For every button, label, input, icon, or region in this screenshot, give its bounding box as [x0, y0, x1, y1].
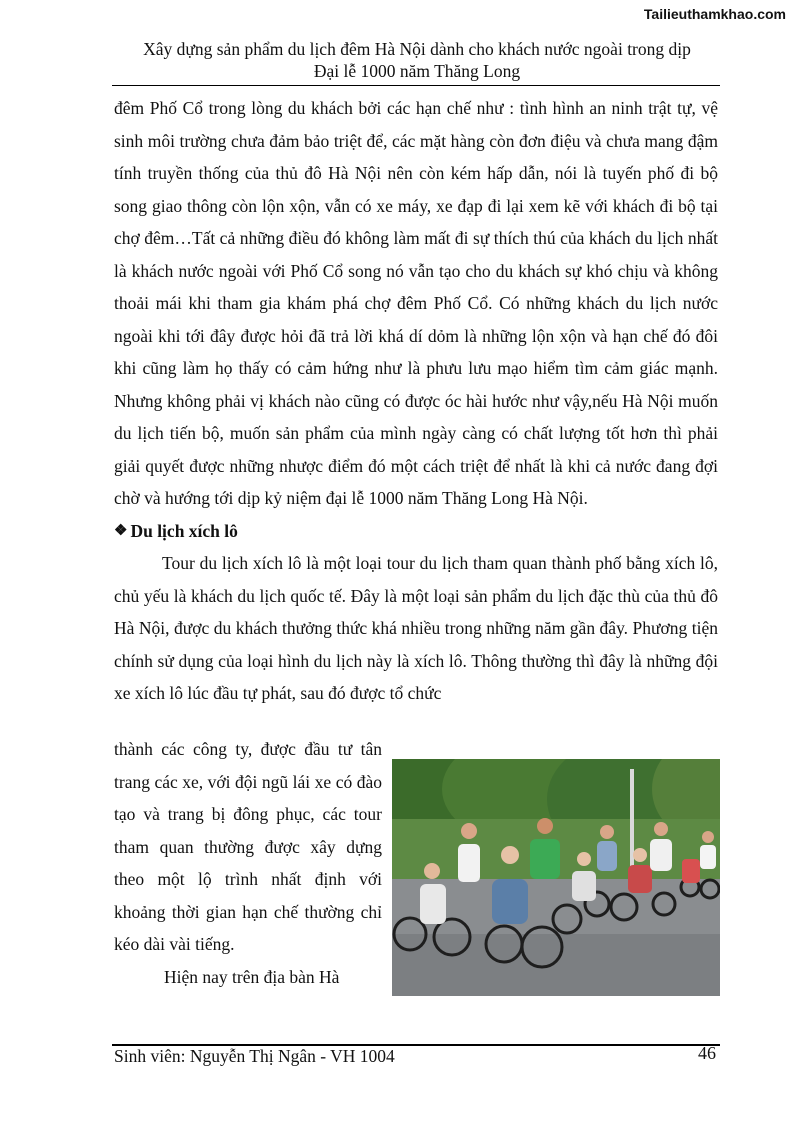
header-line-1: Xây dựng sản phẩm du lịch đêm Hà Nội dành cho khách nước ngoài trong dịp: [143, 39, 691, 59]
header-rule: [112, 85, 720, 86]
footer-student: Sinh viên: Nguyễn Thị Ngân - VH 1004: [114, 1046, 395, 1066]
header-line-2: Đại lễ 1000 năm Thăng Long: [313, 61, 521, 81]
watermark: Tailieuthamkhao.com: [643, 6, 786, 22]
wrapped-text-column: [114, 733, 382, 993]
page-header: [112, 38, 722, 82]
paragraph-3: Hiện nay trên địa bàn Hà: [164, 966, 340, 987]
diamond-bullet-icon: ❖: [114, 522, 128, 539]
section-heading: [114, 515, 718, 548]
section-heading-text: Du lịch xích lô: [130, 520, 238, 541]
paragraph-2-continued: thành các công ty, được đầu tư tân trang các xe, với đội ngũ lái xe có đào tạo và trang bị đông phục, các tour tham quan thường được xây dựng theo một lộ trình nhất định với khoảng thời gian hạn chế thường chỉ kéo dài vài tiếng.: [114, 739, 382, 954]
main-text: [114, 92, 718, 710]
cyclo-tour-photo: [392, 759, 720, 996]
page-number: 46: [698, 1043, 716, 1063]
paragraph-2: Tour du lịch xích lô là một loại tour du lịch tham quan thành phố bằng xích lô, chủ yếu là khách du lịch quốc tế. Đây là một loại sản phẩm du lịch đặc thù của thủ đô Hà Nội, được du khách thưởng thức khá nhiều trong những năm gần đây. Phương tiện chính sử dụng của loại hình du lịch này là xích lô. Thông thường thì đây là những đội xe xích lô lúc đầu tự phát, sau đó được tổ chức: [114, 553, 718, 703]
paragraph-1: đêm Phố Cổ trong lòng du khách bởi các hạn chế như : tình hình an ninh trật tự, vệ sinh môi trường chưa đảm bảo triệt để, các mặt hàng còn đơn điệu và chưa mang đậm tính truyền thống của thủ đô Hà Nội nên còn kém hấp dẫn, nói là tuyến phố đi bộ song giao thông còn lộn xộn, vẫn có xe máy, xe đạp đi lại xem kẽ với khách đi bộ tại chợ đêm…Tất cả những điều đó không làm mất đi sự thích thú của khách du lịch nhất là khách nước ngoài với Phố Cổ song nó vẫn tạo cho du khách sự khó chịu và không thoải mái khi tham gia khám phá chợ đêm Phố Cổ. Có những khách du lịch nước ngoài khi tới đây được hỏi đã trả lời khá dí dỏm là những lộn xộn và hạn chế đó đôi khi cũng làm họ thấy có cảm hứng như là phưu lưu mạo hiểm tìm cảm giác mạnh. Nhưng không phải vị khách nào cũng có được óc hài hước như vậy,nếu Hà Nội muốn du lịch tiến bộ, muốn sản phẩm của mình ngày càng có chất lượng tốt hơn thì phải giải quyết được những nhược điểm đó một cách triệt để nhất là khi cả nước đang đợi chờ và hướng tới dịp kỷ niệm đại lễ 1000 năm Thăng Long Hà Nội.: [114, 98, 718, 508]
